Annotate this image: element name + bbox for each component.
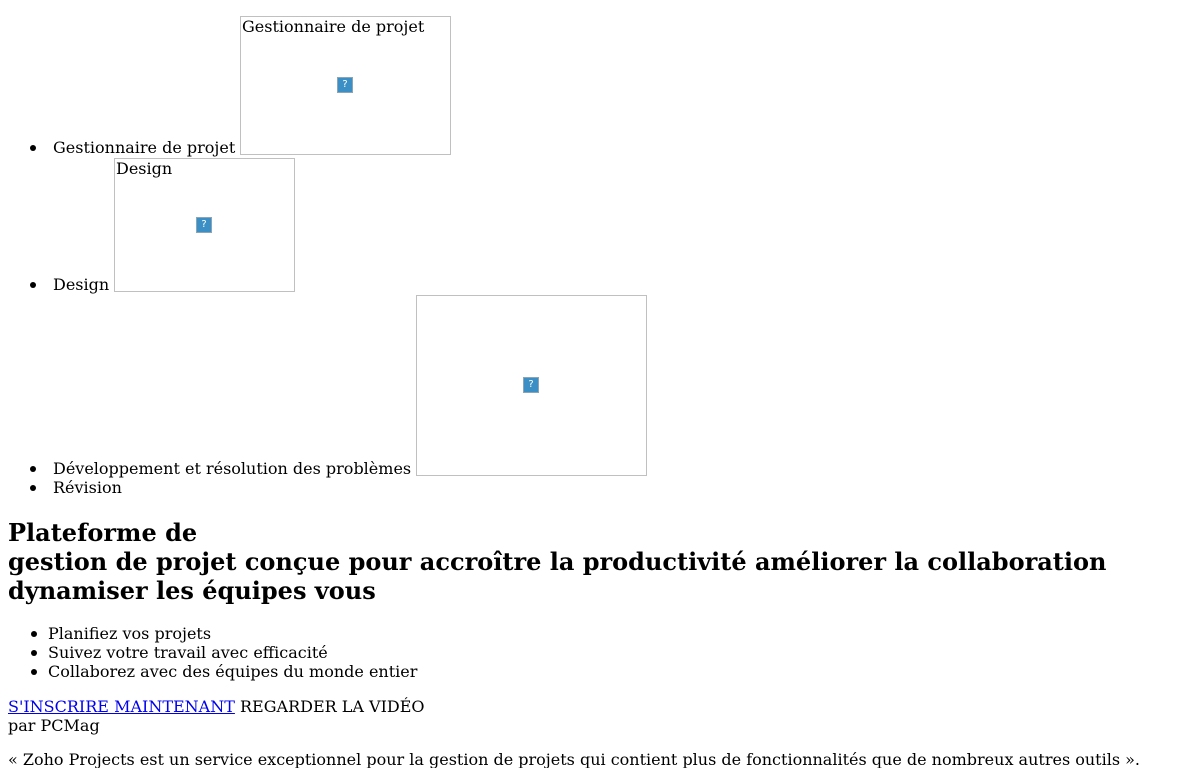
review-source: par PCMag [8, 716, 100, 735]
image-alt-text: Design [116, 159, 173, 178]
list-bullet [30, 485, 36, 491]
hero-title-line: dynamiser les équipes vous [8, 576, 376, 605]
tab-image-project-manager [240, 16, 451, 155]
tab-development[interactable]: Développement et résolution des problèmes [53, 459, 412, 478]
broken-image-icon [337, 77, 353, 93]
watch-video-button[interactable]: REGARDER LA VIDÉO [240, 697, 425, 716]
tab-project-manager[interactable]: Gestionnaire de projet [53, 138, 236, 157]
tab-image-design [114, 158, 295, 292]
cta-row [8, 697, 425, 716]
tab-image-development [416, 295, 647, 476]
list-bullet [31, 669, 37, 675]
hero-title-line: gestion de projet conçue pour accroître la productivité améliorer la collaboration [8, 547, 1107, 576]
list-bullet [31, 631, 37, 637]
hero-title-line: Plateforme de [8, 518, 198, 547]
list-bullet [30, 145, 36, 151]
list-bullet [31, 650, 37, 656]
broken-image-icon [196, 217, 212, 233]
feature-item: Planifiez vos projets [48, 624, 212, 643]
review-quote: « Zoho Projects est un service exceptionnel pour la gestion de projets qui contient plus de fonctionnalités que de nombreux autres outils ». [8, 750, 1141, 768]
feature-item: Collaborez avec des équipes du monde entier [48, 662, 418, 681]
tab-revision[interactable]: Révision [53, 478, 122, 497]
tab-design[interactable]: Design [53, 275, 110, 294]
broken-image-icon [523, 377, 539, 393]
signup-button[interactable]: S'INSCRIRE MAINTENANT [8, 697, 235, 716]
hero-title [8, 518, 1106, 605]
list-bullet [30, 282, 36, 288]
feature-item: Suivez votre travail avec efficacité [48, 643, 328, 662]
list-bullet [30, 466, 36, 472]
image-alt-text: Gestionnaire de projet [242, 17, 425, 36]
